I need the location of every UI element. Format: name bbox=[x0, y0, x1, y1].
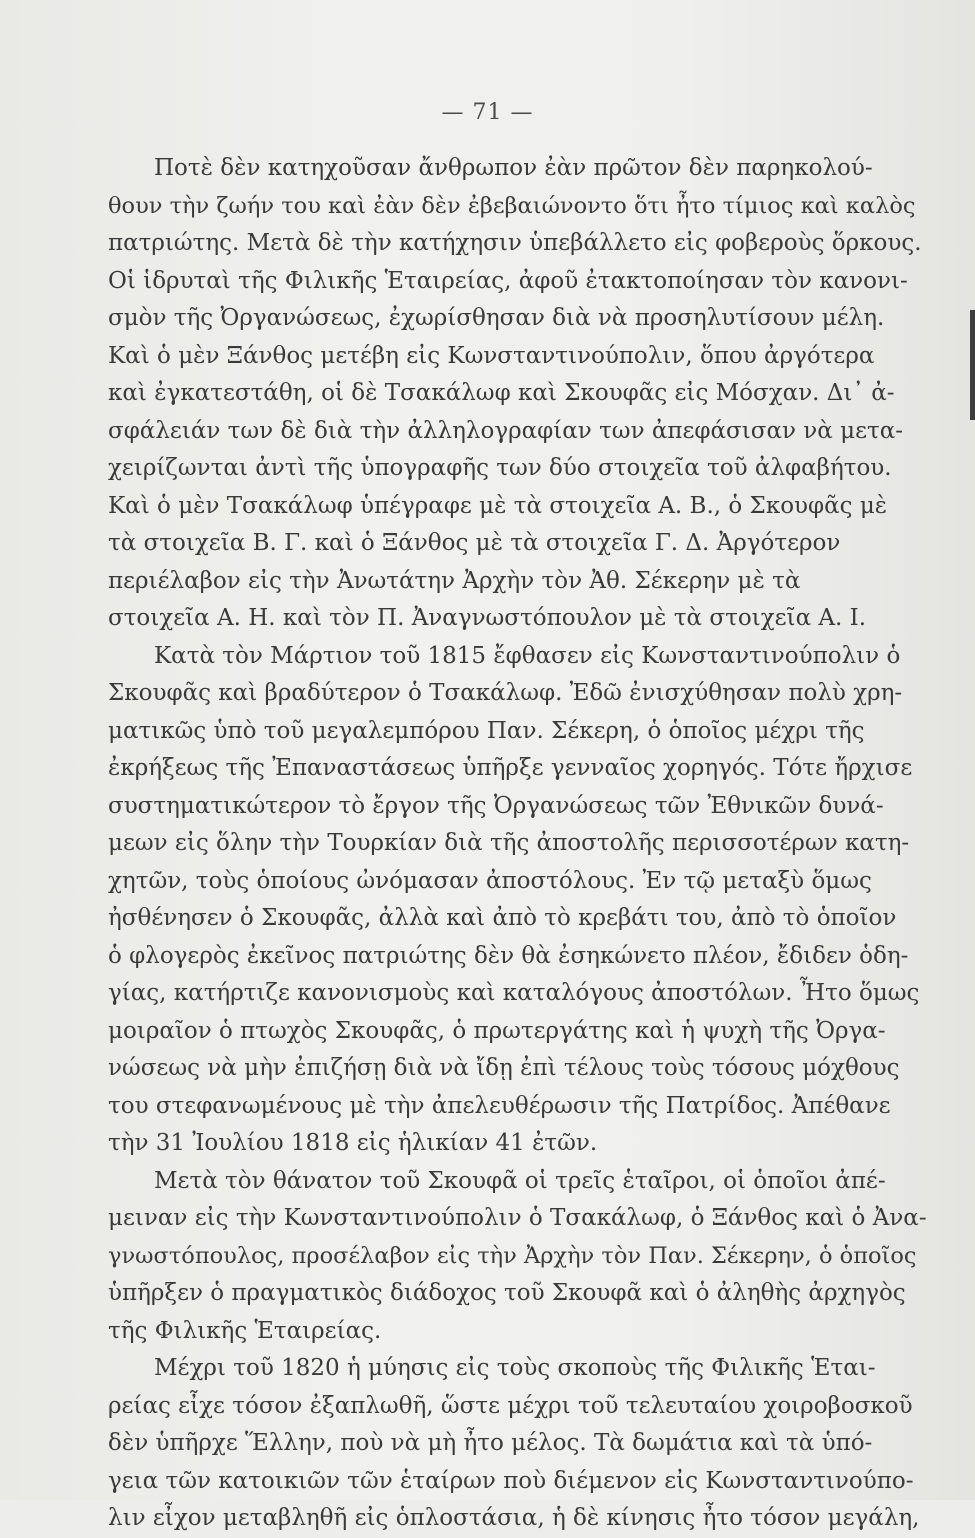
text-line: λιν εἶχον μεταβληθῆ εἰς ὁπλοστάσια, ἡ δὲ κίνησις ἦτο τόσον μεγάλη, bbox=[108, 1505, 920, 1531]
text-line: ἐκρήξεως τῆς Ἐπαναστάσεως ὑπῆρξε γενναῖος χορηγός. Τότε ἤρχισε bbox=[108, 755, 913, 781]
text-line: ὁ φλογερὸς ἐκεῖνος πατριώτης δὲν θὰ ἐσηκώνετο πλέον, ἔδιδεν ὁδη- bbox=[108, 942, 909, 969]
text-line: νώσεως νὰ μὴν ἐπιζήσῃ διὰ νὰ ἴδῃ ἐπὶ τέλους τοὺς τόσους μόχθους bbox=[108, 1055, 900, 1081]
text-line-paragraph-start: Μετὰ τὸν θάνατον τοῦ Σκουφᾶ οἱ τρεῖς ἑταῖροι, οἱ ὁποῖοι ἀπέ- bbox=[154, 1167, 886, 1194]
page-number: — 71 — bbox=[441, 100, 534, 125]
text-line: Οἱ ἱδρυταὶ τῆς Φιλικῆς Ἑταιρείας, ἀφοῦ ἐτακτοποίησαν τὸν κανονι- bbox=[108, 267, 908, 294]
text-line: Καὶ ὁ μὲν Τσακάλωφ ὑπέγραφε μὲ τὰ στοιχεῖα Α. Β., ὁ Σκουφᾶς μὲ bbox=[108, 492, 888, 519]
text-line: συστηματικώτερον τὸ ἔργον τῆς Ὀργανώσεως τῶν Ἐθνικῶν δυνά- bbox=[108, 792, 884, 819]
text-line: σμὸν τῆς Ὀργανώσεως, ἐχωρίσθησαν διὰ νὰ προσηλυτίσουν μέλη. bbox=[108, 305, 885, 331]
text-line: στοιχεῖα Α. Η. καὶ τὸν Π. Ἀναγνωστόπουλον μὲ τὰ στοιχεῖα Α. Ι. bbox=[108, 605, 867, 631]
text-line-paragraph-start: Μέχρι τοῦ 1820 ἡ μύησις εἰς τοὺς σκοποὺς τῆς Φιλικῆς Ἑται- bbox=[154, 1355, 876, 1381]
text-line: σφάλειάν των δὲ διὰ τὴν ἀλληλογραφίαν των ἀπεφάσισαν νὰ μετα- bbox=[108, 417, 904, 444]
text-line: δὲν ὑπῆρχε Ἕλλην, ποὺ νὰ μὴ ἦτο μέλος. Τὰ δωμάτια καὶ τὰ ὑπό- bbox=[108, 1430, 873, 1456]
text-line: χητῶν, τοὺς ὁποίους ὠνόμασαν ἀποστόλους. Ἐν τῷ μεταξὺ ὅμως bbox=[108, 867, 872, 894]
text-line: Καὶ ὁ μὲν Ξάνθος μετέβη εἰς Κωνσταντινούπολιν, ὅπου ἀργότερα bbox=[108, 342, 875, 369]
text-line: περιέλαβον εἰς τὴν Ἀνωτάτην Ἀρχὴν τὸν Ἀθ. Σέκερην μὲ τὰ bbox=[108, 567, 801, 594]
text-line: μεων εἰς ὅλην τὴν Τουρκίαν διὰ τῆς ἀποστολῆς περισσοτέρων κατη- bbox=[108, 830, 910, 856]
text-line: του στεφανωμένους μὲ τὴν ἀπελευθέρωσιν τῆς Πατρίδος. Ἀπέθανε bbox=[108, 1092, 891, 1119]
text-line-paragraph-start: Κατὰ τὸν Μάρτιον τοῦ 1815 ἔφθασεν εἰς Κωνσταντινούπολιν ὁ bbox=[154, 642, 901, 669]
text-line-paragraph-start: Ποτὲ δὲν κατηχοῦσαν ἄνθρωπον ἐὰν πρῶτον δὲν παρηκολού- bbox=[154, 155, 873, 181]
text-line: καὶ ἐγκατεστάθη, οἱ δὲ Τσακάλωφ καὶ Σκουφᾶς εἰς Μόσχαν. Δι᾽ ἀ- bbox=[108, 380, 895, 406]
text-line: ἠσθένησεν ὁ Σκουφᾶς, ἀλλὰ καὶ ἀπὸ τὸ κρεβάτι του, ἀπὸ τὸ ὁποῖον bbox=[108, 905, 897, 931]
text-line: γίας, κατήρτιζε κανονισμοὺς καὶ καταλόγους ἀποστόλων. Ἦτο ὅμως bbox=[108, 980, 920, 1006]
text-line: γνωστόπουλος, προσέλαβον εἰς τὴν Ἀρχὴν τὸν Παν. Σέκερην, ὁ ὁποῖος bbox=[108, 1242, 917, 1269]
text-line: ὑπῆρξεν ὁ πραγματικὸς διάδοχος τοῦ Σκουφᾶ καὶ ὁ ἀληθὴς ἀρχηγὸς bbox=[108, 1280, 906, 1306]
text-line: πατριώτης. Μετὰ δὲ τὴν κατήχησιν ὑπεβάλλετο εἰς φοβεροὺς ὅρκους. bbox=[108, 230, 922, 256]
text-line: χειρίζωνται ἀντὶ τῆς ὑπογραφῆς των δύο στοιχεῖα τοῦ ἀλφαβήτου. bbox=[108, 455, 892, 481]
text-line: μοιραῖον ὁ πτωχὸς Σκουφᾶς, ὁ πρωτεργάτης καὶ ἡ ψυχὴ τῆς Ὀργα- bbox=[108, 1017, 886, 1044]
text-line: Σκουφᾶς καὶ βραδύτερον ὁ Τσακάλωφ. Ἐδῶ ἐνισχύθησαν πολὺ χρη- bbox=[108, 680, 903, 706]
text-line: ματικῶς ὑπὸ τοῦ μεγαλεμπόρου Παν. Σέκερη, ὁ ὁποῖος μέχρι τῆς bbox=[108, 717, 865, 744]
text-line: μειναν εἰς τὴν Κωνσταντινούπολιν ὁ Τσακάλωφ, ὁ Ξάνθος καὶ ὁ Ἀνα- bbox=[108, 1205, 927, 1231]
text-line: τῆς Φιλικῆς Ἑταιρείας. bbox=[108, 1317, 382, 1344]
text-line: ρείας εἶχε τόσον ἐξαπλωθῆ, ὥστε μέχρι τοῦ τελευταίου χοιροβοσκοῦ bbox=[108, 1392, 913, 1419]
text-line: τὰ στοιχεῖα Β. Γ. καὶ ὁ Ξάνθος μὲ τὰ στοιχεῖα Γ. Δ. Ἀργότερον bbox=[108, 530, 841, 556]
body-text bbox=[108, 150, 928, 1538]
text-line: τὴν 31 Ἰουλίου 1818 εἰς ἡλικίαν 41 ἐτῶν. bbox=[108, 1130, 598, 1156]
text-line: γεια τῶν κατοικιῶν τῶν ἑταίρων ποὺ διέμενον εἰς Κωνσταντινούπο- bbox=[108, 1467, 914, 1494]
text-line: θουν τὴν ζωήν του καὶ ἐὰν δὲν ἐβεβαιώνοντο ὅτι ἦτο τίμιος καὶ καλὸς bbox=[108, 192, 916, 219]
binding-edge-shadow bbox=[970, 310, 975, 420]
